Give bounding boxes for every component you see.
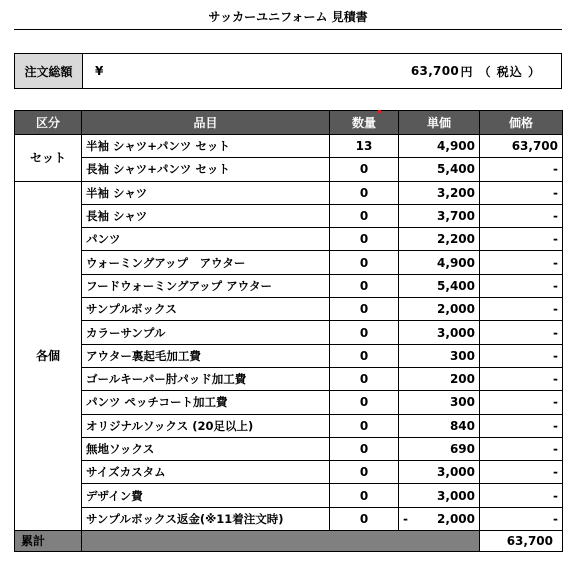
item-name-cell[interactable]: カラーサンプル [82, 321, 330, 344]
order-total-amount: 63,700 [410, 64, 459, 78]
table-row [15, 367, 563, 390]
price-cell[interactable]: - [480, 228, 563, 251]
item-name-cell[interactable]: サイズカスタム [82, 461, 330, 484]
table-row [15, 344, 563, 367]
header-item: 品目 [82, 111, 330, 135]
item-name-cell[interactable]: デザイン費 [82, 484, 330, 507]
table-row [15, 484, 563, 507]
quantity-cell[interactable]: 0 [330, 158, 399, 181]
category-cell: セット [15, 135, 82, 182]
table-row [15, 507, 563, 530]
quote-table [14, 110, 563, 552]
item-name-cell[interactable]: パンツ [82, 228, 330, 251]
sum-amount: 63,700 [480, 531, 563, 552]
quantity-cell[interactable]: 0 [330, 321, 399, 344]
price-cell[interactable]: - [480, 158, 563, 181]
price-cell[interactable]: - [480, 391, 563, 414]
category-cell: 各個 [15, 181, 82, 530]
item-name-cell[interactable]: 長袖 シャツ+パンツ セット [82, 158, 330, 181]
header-unit-price: 単価 [399, 111, 480, 135]
quantity-cell[interactable]: 0 [330, 484, 399, 507]
item-name-cell[interactable]: ウォーミングアップ アウター [82, 251, 330, 274]
sum-label: 累計 [15, 531, 82, 552]
item-name-cell[interactable]: パンツ ペッチコート加工費 [82, 391, 330, 414]
price-cell[interactable]: - [480, 298, 563, 321]
table-row [15, 321, 563, 344]
table-row [15, 228, 563, 251]
sum-row [15, 531, 563, 552]
unit-price-cell[interactable]: 200 [399, 367, 480, 390]
table-row [15, 251, 563, 274]
quantity-cell[interactable]: 0 [330, 181, 399, 204]
price-cell[interactable]: - [480, 181, 563, 204]
table-row [15, 274, 563, 297]
table-row [15, 437, 563, 460]
price-cell[interactable]: - [480, 321, 563, 344]
unit-price-cell[interactable]: 3,000 [399, 484, 480, 507]
quantity-cell[interactable]: 0 [330, 251, 399, 274]
item-name-cell[interactable]: 長袖 シャツ [82, 204, 330, 227]
order-total-label: 注文総額 [15, 54, 83, 88]
item-name-cell[interactable]: オリジナルソックス (20足以上) [82, 414, 330, 437]
price-cell[interactable]: - [480, 461, 563, 484]
unit-price-cell[interactable]: 300 [399, 391, 480, 414]
price-cell[interactable]: - [480, 204, 563, 227]
unit-price-cell[interactable]: 3,200 [399, 181, 480, 204]
item-name-cell[interactable]: フードウォーミングアップ アウター [82, 274, 330, 297]
item-name-cell[interactable]: ゴールキーパー肘パッド加工費 [82, 367, 330, 390]
price-cell[interactable]: 63,700 [480, 135, 563, 158]
quantity-cell[interactable]: 0 [330, 414, 399, 437]
quantity-cell[interactable]: 13 [330, 135, 399, 158]
table-row [15, 298, 563, 321]
table-row [15, 135, 563, 158]
price-cell[interactable]: - [480, 367, 563, 390]
title-rule [14, 29, 562, 30]
price-cell[interactable]: - [480, 484, 563, 507]
table-row [15, 391, 563, 414]
table-row [15, 181, 563, 204]
currency-symbol: ¥ [95, 64, 104, 78]
unit-price-cell[interactable]: 300 [399, 344, 480, 367]
quantity-cell[interactable]: 0 [330, 461, 399, 484]
header-price: 価格 [480, 111, 563, 135]
unit-price-cell[interactable]: 840 [399, 414, 480, 437]
unit-price-value: 2,000 [437, 511, 475, 526]
price-cell[interactable]: - [480, 344, 563, 367]
unit-price-cell[interactable]: 5,400 [399, 158, 480, 181]
sum-spacer [82, 531, 480, 552]
unit-price-cell[interactable]: 4,900 [399, 251, 480, 274]
quantity-cell[interactable]: 0 [330, 274, 399, 297]
document-title: サッカーユニフォーム 見積書 [208, 10, 368, 24]
unit-price-cell[interactable]: 3,700 [399, 204, 480, 227]
item-name-cell[interactable]: サンプルボックス [82, 298, 330, 321]
order-total-box [14, 53, 562, 89]
table-row [15, 461, 563, 484]
header-row [15, 111, 563, 135]
price-cell[interactable]: - [480, 251, 563, 274]
header-category: 区分 [15, 111, 82, 135]
item-name-cell[interactable]: 半袖 シャツ [82, 181, 330, 204]
table-row [15, 414, 563, 437]
unit-price-cell[interactable] [399, 507, 480, 530]
item-name-cell[interactable]: 無地ソックス [82, 437, 330, 460]
unit-price-cell[interactable]: 2,000 [399, 298, 480, 321]
table-row [15, 158, 563, 181]
quantity-cell[interactable]: 0 [330, 228, 399, 251]
item-name-cell[interactable]: アウター裏起毛加工費 [82, 344, 330, 367]
item-name-cell[interactable]: 半袖 シャツ+パンツ セット [82, 135, 330, 158]
quantity-cell[interactable]: 0 [330, 437, 399, 460]
cell-comment-marker [378, 110, 381, 113]
unit-price-cell[interactable]: 4,900 [399, 135, 480, 158]
unit-price-cell[interactable]: 2,200 [399, 228, 480, 251]
quantity-cell[interactable]: 0 [330, 204, 399, 227]
quantity-cell[interactable]: 0 [330, 344, 399, 367]
unit-price-cell[interactable]: 690 [399, 437, 480, 460]
table-row [15, 204, 563, 227]
price-cell[interactable]: - [480, 414, 563, 437]
quantity-cell[interactable]: 0 [330, 391, 399, 414]
quantity-cell[interactable]: 0 [330, 507, 399, 530]
quantity-cell[interactable]: 0 [330, 298, 399, 321]
negative-sign: - [403, 511, 408, 526]
unit-price-cell[interactable]: 3,000 [399, 461, 480, 484]
quantity-cell[interactable]: 0 [330, 367, 399, 390]
unit-price-cell[interactable]: 3,000 [399, 321, 480, 344]
item-name-cell[interactable]: サンプルボックス返金(※11着注文時) [82, 507, 330, 530]
price-cell[interactable]: - [480, 437, 563, 460]
order-total-unit: 円 （ 税込 ） [460, 64, 541, 79]
unit-price-cell[interactable]: 5,400 [399, 274, 480, 297]
price-cell[interactable]: - [480, 507, 563, 530]
price-cell[interactable]: - [480, 274, 563, 297]
header-quantity: 数量 [330, 111, 399, 135]
